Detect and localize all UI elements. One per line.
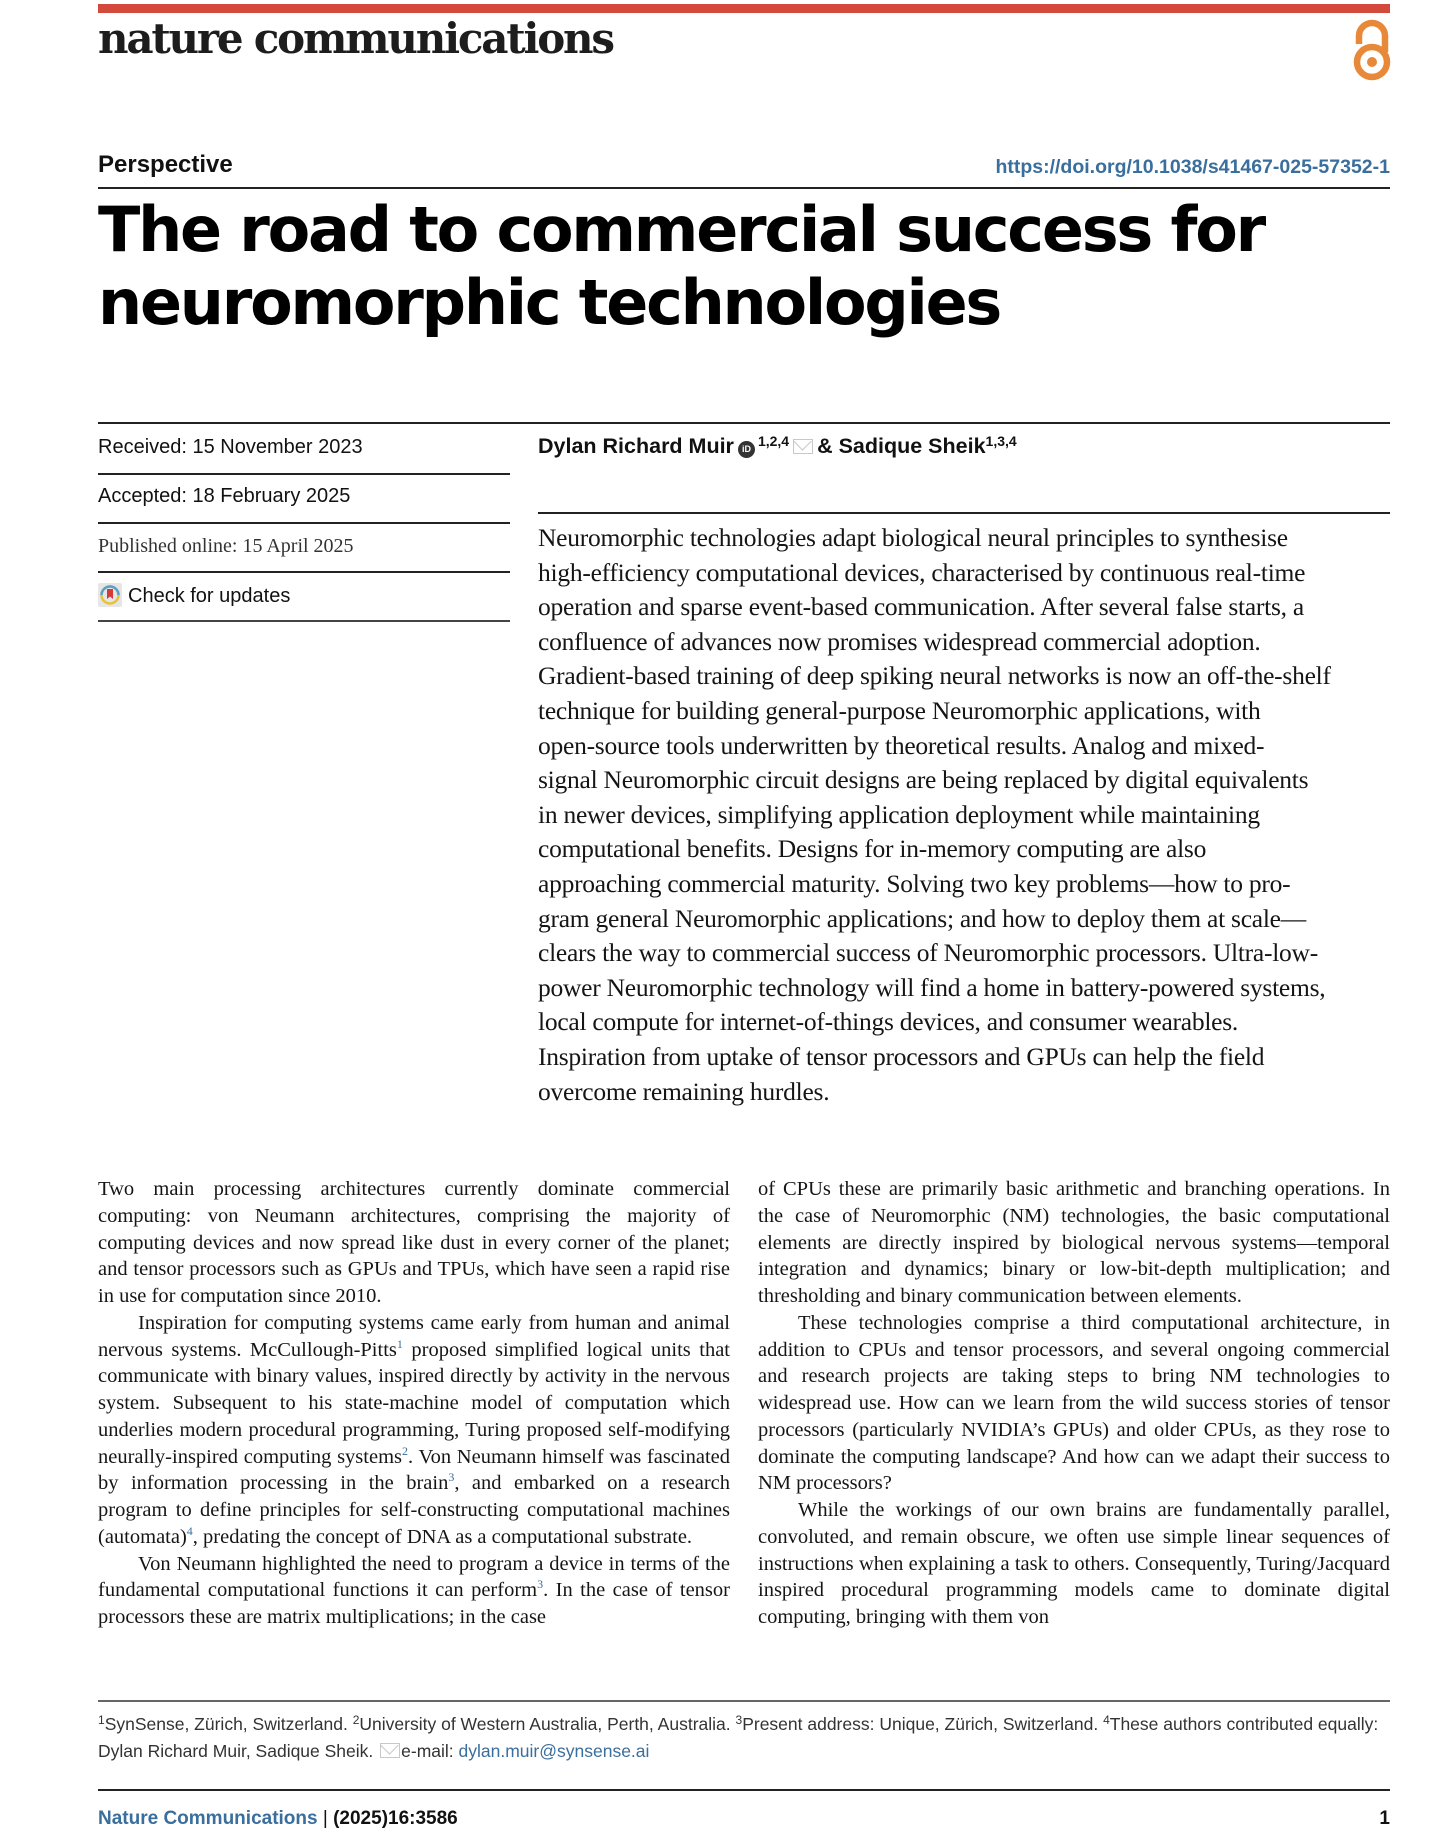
body-paragraph: Inspiration for computing systems came early from human and animal nervous systems. McCullough-Pitts$^1$ proposed simplified logical units that communicate with binary values, inspired directly by activity in the nervous system. Subsequent to his state-machine model of computation which underlies modern procedural programming, Turing proposed self-modifying neurally-inspired computing systems$^2$. Von Neumann himself was fascinated by information processing in the brain$^3$, and embarked on a research program to define principles for self-constructing computational machines (automata)$^4$, predating the concept of DNA as a computational substrate. xyxy=(98,1311,730,1548)
body-column-right xyxy=(758,1176,1390,1631)
abstract-line: open-source tools underwritten by theoretical results. Analog and mixed- xyxy=(538,730,1265,760)
abstract-line: confluence of advances now promises widespread commercial adoption. xyxy=(538,626,1261,656)
body-paragraph: These technologies comprise a third computational architecture, in addition to CPUs and tensor processors, and several ongoing commercial and research projects are taking steps to bring NM technologies to widespread use. How can we learn from the wild success stories of tensor processors (particularly NVIDIA’s GPUs) and older CPUs, as they rose to dominate the computing landscape? And how can we adapt their success to NM processors? xyxy=(758,1311,1390,1495)
email-icon[interactable] xyxy=(793,439,813,454)
journal-accent-bar xyxy=(98,4,1390,13)
check-updates-icon xyxy=(98,583,122,607)
page-number: 1 xyxy=(1379,1808,1390,1829)
author-affiliations: 1,3,4 xyxy=(985,433,1017,449)
title-line-2: neuromorphic technologies xyxy=(98,266,1001,339)
received-date: Received: 15 November 2023 xyxy=(98,436,363,458)
abstract-divider xyxy=(538,512,1390,514)
abstract-line: high-efficiency computational devices, characterised by continuous real-time xyxy=(538,557,1306,587)
author-affiliations: 1,2,4 xyxy=(757,433,790,449)
abstract-line: technique for building general-purpose Neuromorphic applications, with xyxy=(538,695,1261,725)
journal-logo: nature communications xyxy=(98,14,613,63)
footer-volume: (2025)16:3586 xyxy=(333,1808,458,1829)
accepted-date: Accepted: 18 February 2025 xyxy=(98,485,351,507)
footer-citation: Nature Communications | (2025)16:3586 xyxy=(98,1808,458,1829)
footer-divider xyxy=(98,1789,1390,1791)
footnote-divider xyxy=(98,1700,1390,1702)
abstract-line: power Neuromorphic technology will find a home in battery-powered systems, xyxy=(538,972,1326,1002)
abstract-line: clears the way to commercial success of Neuromorphic processors. Ultra-low- xyxy=(538,938,1318,968)
abstract-line: local compute for internet-of-things devices, and consumer wearables. xyxy=(538,1007,1239,1037)
meta-top-divider xyxy=(98,422,1390,424)
check-for-updates-button[interactable] xyxy=(98,583,510,608)
check-updates-label: Check for updates xyxy=(128,585,291,607)
abstract-line: Inspiration from uptake of tensor processors and GPUs can help the field xyxy=(538,1041,1265,1071)
abstract-line: overcome remaining hurdles. xyxy=(538,1076,830,1106)
open-access-lock-icon xyxy=(1350,18,1394,82)
abstract-line: gram general Neuromorphic applications; and how to deploy them at scale— xyxy=(538,903,1307,933)
abstract-line: operation and sparse event-based communication. After several false starts, a xyxy=(538,592,1304,622)
footer-journal-name[interactable]: Nature Communications xyxy=(98,1808,318,1829)
author-joiner: & xyxy=(817,434,839,458)
abstract-line: Neuromorphic technologies adapt biological neural principles to synthesise xyxy=(538,523,1288,552)
citation-link[interactable]: 3 xyxy=(448,1470,455,1485)
orcid-icon[interactable]: iD xyxy=(738,441,755,458)
abstract-line: computational benefits. Designs for in-memory computing are also xyxy=(538,834,1207,864)
email-icon xyxy=(380,1743,400,1758)
abstract-line: in newer devices, simplifying application deployment while maintaining xyxy=(538,799,1260,829)
citation-link[interactable]: 1 xyxy=(396,1336,403,1351)
citation-link[interactable]: 3 xyxy=(537,1577,544,1592)
author-name[interactable]: Sadique Sheik xyxy=(838,434,986,458)
header-divider xyxy=(98,187,1390,189)
title-line-1: The road to commercial success for xyxy=(98,193,1265,266)
meta-divider xyxy=(98,571,510,573)
affiliations-footnote: $^1$SynSense, Zürich, Switzerland. $^2$University of Western Australia, Perth, Australia. $^3$Present address: Unique, Zürich, Switzerland. $^4$These authors contributed equally: Dylan Richard Muir, Sadique Sheik. e-mail: dylan.muir@synsense.ai xyxy=(98,1713,1379,1761)
article-title xyxy=(98,193,1348,339)
body-paragraph: of CPUs these are primarily basic arithmetic and branching operations. In the case of Neuromorphic (NM) technologies, the basic computational elements are directly inspired by biological nervous systems—temporal integration and dynamics; binary or low-bit-depth multiplication; and thresholding and binary communication between elements. xyxy=(758,1178,1390,1307)
citation-link[interactable]: 4 xyxy=(186,1523,193,1538)
meta-divider xyxy=(98,473,510,475)
body-column-left xyxy=(98,1176,730,1631)
doi-link[interactable]: https://doi.org/10.1038/s41467-025-57352-1 xyxy=(995,156,1390,178)
author-list xyxy=(538,433,1017,459)
published-date: Published online: 15 April 2025 xyxy=(98,535,354,557)
citation-link[interactable]: 2 xyxy=(402,1443,409,1458)
author-name[interactable]: Dylan Richard Muir xyxy=(538,434,734,458)
body-paragraph: Two main processing architectures currently dominate commercial computing: von Neumann architectures, comprising the majority of computing devices and now spread like dust in every corner of the planet; and tensor processors such as GPUs and TPUs, which have seen a rapid rise in use for computation since 2010. xyxy=(98,1178,730,1307)
body-paragraph: Von Neumann highlighted the need to program a device in terms of the fundamental computational functions it can perform$^3$. In the case of tensor processors these are matrix multiplications; in the case xyxy=(98,1552,730,1628)
meta-divider xyxy=(98,620,510,622)
abstract-line: signal Neuromorphic circuit designs are being replaced by digital equivalents xyxy=(538,765,1309,795)
abstract-line: Gradient-based training of deep spiking neural networks is now an off-the-shelf xyxy=(538,661,1331,691)
article-type-label: Perspective xyxy=(98,151,233,178)
abstract-line: approaching commercial maturity. Solving two key problems—how to pro- xyxy=(538,868,1291,898)
abstract xyxy=(538,521,1390,1109)
body-paragraph: While the workings of our own brains are fundamentally parallel, convoluted, and remain obscure, we often use simple linear sequences of instructions when explaining a task to others. Consequently, Turing/Jacquard inspired procedural programming models came to dominate digital computing, bringing with them von xyxy=(758,1499,1390,1628)
email-link[interactable]: dylan.muir@synsense.ai xyxy=(458,1741,650,1761)
meta-divider xyxy=(98,522,510,524)
